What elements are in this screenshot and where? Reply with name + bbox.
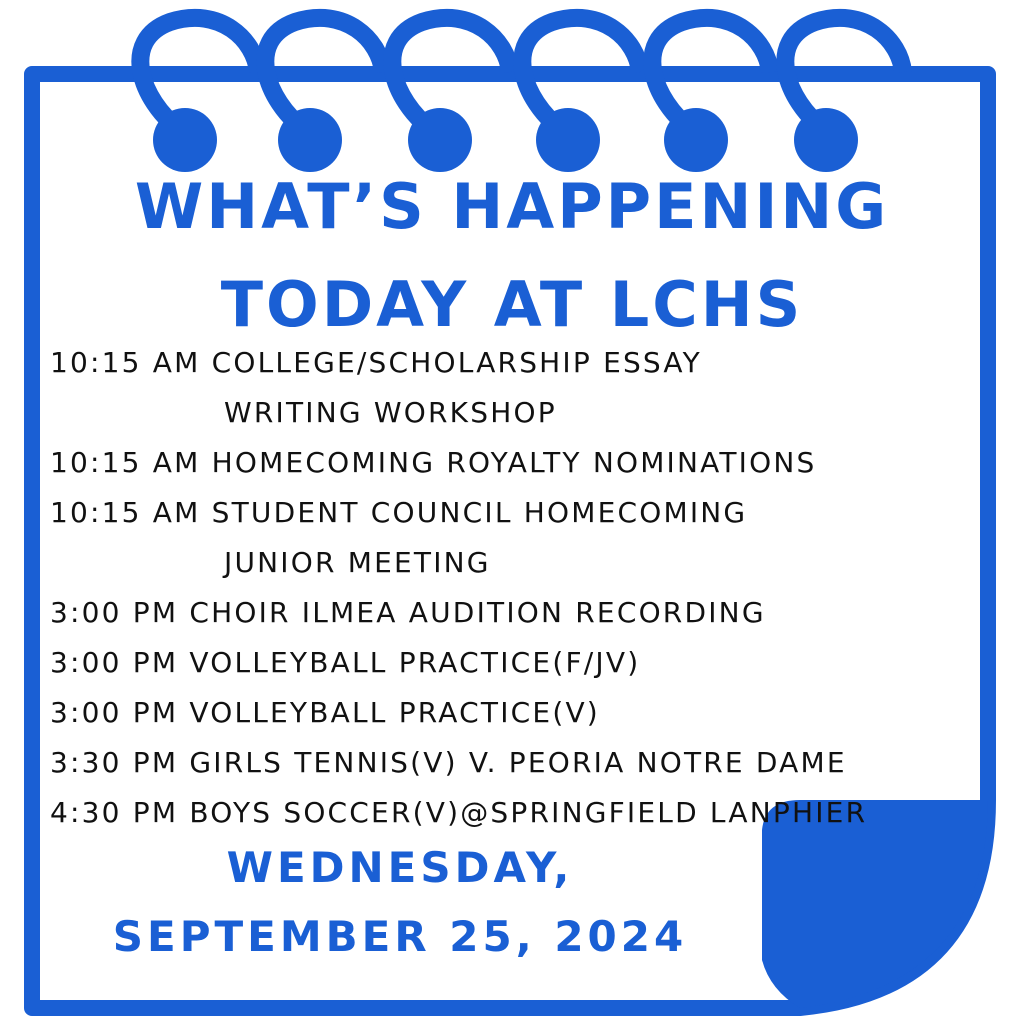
event-title: BOYS SOCCER(V)@SPRINGFIELD LANPHIER xyxy=(189,796,868,829)
event-time: 10:15 AM xyxy=(50,346,201,379)
date-full: SEPTEMBER 25, 2024 xyxy=(112,912,688,961)
event-time: 10:15 AM xyxy=(50,496,201,529)
ring-hole-icon xyxy=(278,108,342,172)
event-item xyxy=(50,788,970,838)
event-item xyxy=(50,688,970,738)
event-item xyxy=(50,738,970,788)
event-title: VOLLEYBALL PRACTICE(V) xyxy=(189,696,600,729)
ring-hole-icon xyxy=(536,108,600,172)
event-title: COLLEGE/SCHOLARSHIP ESSAY xyxy=(211,346,702,379)
event-list xyxy=(50,338,970,838)
event-time: 3:00 PM xyxy=(50,696,179,729)
event-time: 4:30 PM xyxy=(50,796,179,829)
event-item xyxy=(50,588,970,638)
ring-hole-icon xyxy=(794,108,858,172)
event-time: 10:15 AM xyxy=(50,446,201,479)
event-title: VOLLEYBALL PRACTICE(F/JV) xyxy=(189,646,641,679)
event-title: GIRLS TENNIS(V) V. PEORIA NOTRE DAME xyxy=(189,746,847,779)
event-item xyxy=(50,638,970,688)
event-item xyxy=(50,338,970,438)
ring-hole-icon xyxy=(664,108,728,172)
ring-hole-icon xyxy=(408,108,472,172)
page-title-line-2: TODAY AT LCHS xyxy=(220,268,804,341)
date-weekday: WEDNESDAY, xyxy=(226,843,574,892)
ring-hole-icon xyxy=(153,108,217,172)
event-time: 3:30 PM xyxy=(50,746,179,779)
event-title: CHOIR ILMEA AUDITION RECORDING xyxy=(189,596,766,629)
event-title: HOMECOMING ROYALTY NOMINATIONS xyxy=(211,446,817,479)
page-title-line-1: WHAT’S HAPPENING xyxy=(134,170,890,243)
event-time: 3:00 PM xyxy=(50,646,179,679)
event-item xyxy=(50,488,970,588)
event-title: STUDENT COUNCIL HOMECOMING xyxy=(211,496,748,529)
event-item xyxy=(50,438,970,488)
event-title-continued: JUNIOR MEETING xyxy=(224,546,491,579)
event-title-continued: WRITING WORKSHOP xyxy=(224,396,557,429)
event-time: 3:00 PM xyxy=(50,596,179,629)
